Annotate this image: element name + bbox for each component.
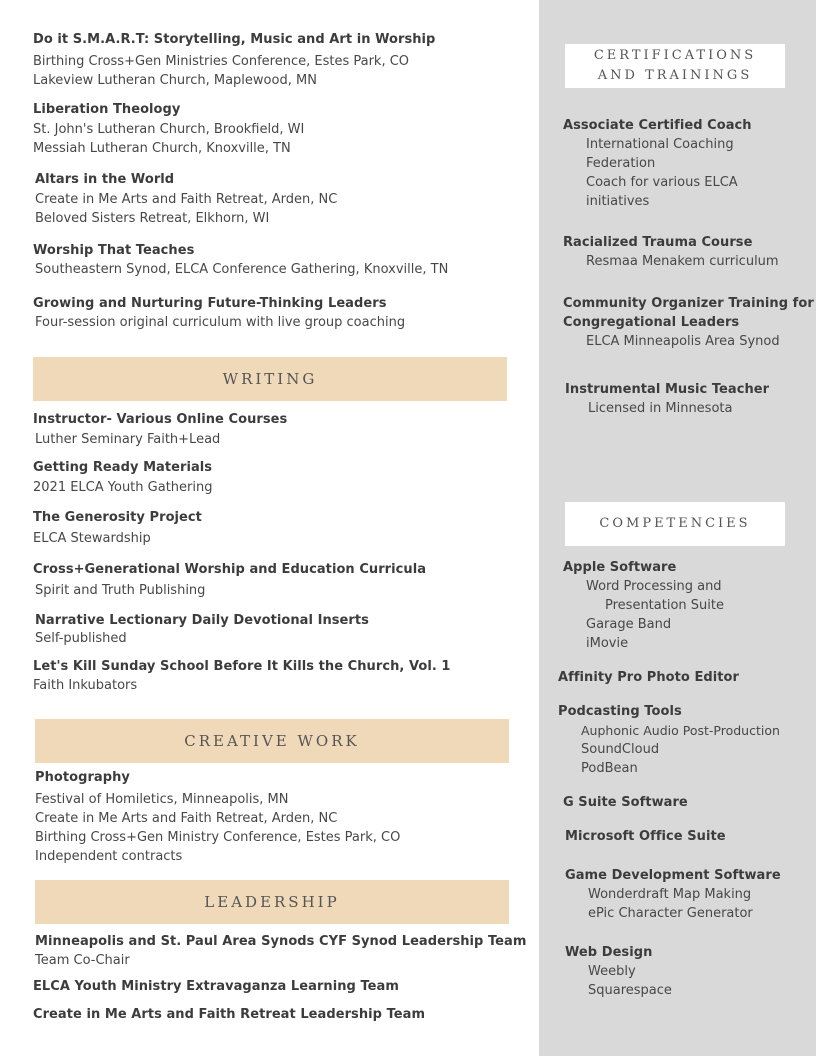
- entry-title: Racialized Trauma Course: [563, 235, 753, 250]
- entry-title: Microsoft Office Suite: [565, 829, 726, 844]
- section-heading-competencies: [565, 502, 785, 546]
- entry-line: Squarespace: [588, 983, 672, 998]
- section-heading-certifications: [565, 44, 785, 88]
- entry-title: Worship That Teaches: [33, 243, 195, 258]
- entry-title: Create in Me Arts and Faith Retreat Leadership Team: [33, 1007, 426, 1022]
- entry-line: 2021 ELCA Youth Gathering: [33, 480, 213, 495]
- entry-line: Garage Band: [586, 617, 672, 632]
- entry-title: Altars in the World: [35, 172, 175, 187]
- entry-line: SoundCloud: [581, 742, 660, 757]
- entry-line: iMovie: [586, 636, 629, 651]
- entry-title: Cross+Generational Worship and Education Curricula: [33, 562, 427, 577]
- entry-title: The Generosity Project: [33, 510, 202, 525]
- entry-line: PodBean: [581, 761, 638, 776]
- entry-title: Instrumental Music Teacher: [565, 382, 770, 397]
- entry-title: Growing and Nurturing Future-Thinking Leaders: [33, 296, 387, 311]
- entry-line: ePic Character Generator: [588, 906, 753, 921]
- section-heading-leadership: LEADERSHIP: [35, 880, 509, 924]
- entry-title: Congregational Leaders: [563, 315, 740, 330]
- entry-title: Photography: [35, 770, 130, 785]
- entry-title: Podcasting Tools: [558, 704, 682, 719]
- heading-line: CERTIFICATIONS: [593, 48, 757, 63]
- entry-line: Self-published: [35, 631, 127, 646]
- entry-line: Word Processing and: [586, 579, 722, 594]
- section-heading-creative-work: CREATIVE WORK: [35, 719, 509, 763]
- entry-line: Auphonic Audio Post-Production: [581, 723, 780, 738]
- entry-line: Lakeview Lutheran Church, Maplewood, MN: [33, 73, 317, 88]
- entry-line: Luther Seminary Faith+Lead: [35, 432, 221, 447]
- entry-title: ELCA Youth Ministry Extravaganza Learning Team: [33, 979, 399, 994]
- entry-line: Spirit and Truth Publishing: [35, 583, 206, 598]
- section-heading-writing: WRITING: [33, 357, 507, 401]
- entry-line: Festival of Homiletics, Minneapolis, MN: [35, 792, 289, 807]
- entry-line: Birthing Cross+Gen Ministry Conference, Estes Park, CO: [35, 830, 401, 845]
- heading-line: AND TRAININGS: [597, 68, 753, 83]
- entry-line: Team Co-Chair: [35, 953, 130, 968]
- entry-line: International Coaching: [586, 137, 734, 152]
- entry-line: initiatives: [586, 194, 650, 209]
- entry-title: Instructor- Various Online Courses: [33, 412, 288, 427]
- entry-title: Affinity Pro Photo Editor: [558, 670, 739, 685]
- entry-title: Do it S.M.A.R.T: Storytelling, Music and Art in Worship: [33, 32, 436, 47]
- entry-title: Apple Software: [563, 560, 677, 575]
- entry-line: Wonderdraft Map Making: [588, 887, 752, 902]
- entry-title: Let's Kill Sunday School Before It Kills the Church, Vol. 1: [33, 659, 451, 674]
- entry-line: Presentation Suite: [605, 598, 724, 613]
- entry-title: Liberation Theology: [33, 102, 181, 117]
- entry-title: Getting Ready Materials: [33, 460, 213, 475]
- entry-line: Birthing Cross+Gen Ministries Conference, Estes Park, CO: [33, 54, 410, 69]
- entry-line: ELCA Stewardship: [33, 531, 151, 546]
- entry-line: Independent contracts: [35, 849, 183, 864]
- entry-line: Four-session original curriculum with live group coaching: [35, 315, 406, 330]
- entry-line: ELCA Minneapolis Area Synod: [586, 334, 780, 349]
- entry-line: St. John's Lutheran Church, Brookfield, WI: [33, 122, 305, 137]
- entry-title: Game Development Software: [565, 868, 781, 883]
- entry-title: G Suite Software: [563, 795, 688, 810]
- entry-line: Weebly: [588, 964, 636, 979]
- entry-line: Licensed in Minnesota: [588, 401, 733, 416]
- entry-line: Create in Me Arts and Faith Retreat, Arden, NC: [35, 192, 338, 207]
- entry-title: Narrative Lectionary Daily Devotional Inserts: [35, 613, 369, 628]
- entry-title: Associate Certified Coach: [563, 118, 752, 133]
- entry-title: Web Design: [565, 945, 653, 960]
- heading-line: COMPETENCIES: [599, 516, 751, 531]
- entry-line: Southeastern Synod, ELCA Conference Gathering, Knoxville, TN: [35, 262, 449, 277]
- entry-title: Community Organizer Training for: [563, 296, 814, 311]
- entry-line: Messiah Lutheran Church, Knoxville, TN: [33, 141, 291, 156]
- entry-line: Coach for various ELCA: [586, 175, 738, 190]
- entry-line: Federation: [586, 156, 656, 171]
- entry-line: Faith Inkubators: [33, 678, 138, 693]
- entry-line: Beloved Sisters Retreat, Elkhorn, WI: [35, 211, 270, 226]
- entry-line: Resmaa Menakem curriculum: [586, 254, 779, 269]
- entry-line: Create in Me Arts and Faith Retreat, Arden, NC: [35, 811, 338, 826]
- entry-title: Minneapolis and St. Paul Area Synods CYF Synod Leadership Team: [35, 934, 527, 949]
